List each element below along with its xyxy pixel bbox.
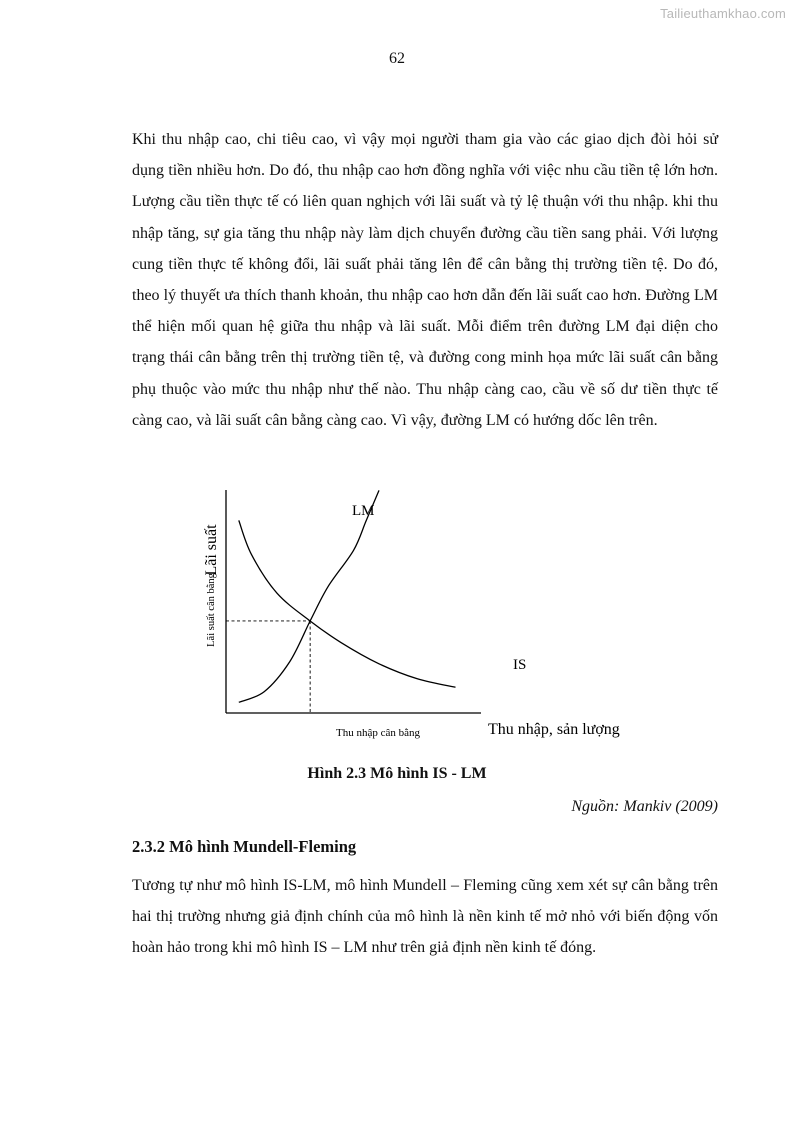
watermark: Tailieuthamkhao.com — [660, 6, 786, 21]
page-number: 62 — [389, 50, 405, 67]
x-equilibrium-label: Thu nhập cân bằng — [336, 727, 420, 739]
is-lm-figure — [196, 484, 646, 744]
lm-curve — [239, 490, 379, 702]
lm-label: LM — [352, 503, 375, 519]
figure-caption: Hình 2.3 Mô hình IS - LM — [307, 765, 487, 782]
y-equilibrium-label: Lãi suất cân bằng — [206, 573, 217, 647]
body-paragraph: Khi thu nhập cao, chi tiêu cao, vì vậy mọi người tham gia vào các giao dịch đòi hỏi sử dụng tiền nhiều hơn. Do đó, thu nhập cao hơn đồng nghĩa với việc nhu cầu tiền tệ lớn hơn. Lượng cầu tiền thực tế có liên quan nghịch với lãi suất và tỷ lệ thuận với thu nhập. khi thu nhập tăng, sự gia tăng thu nhập này làm dịch chuyển đường cầu tiền sang phải. Với lượng cung tiền thực tế không đổi, lãi suất phải tăng lên để cân bằng thị trường tiền tệ. Do đó, theo lý thuyết ưa thích thanh khoản, thu nhập cao hơn dẫn đến lãi suất cao hơn. Đường LM thể hiện mối quan hệ giữa thu nhập và lãi suất. Mỗi điểm trên đường LM đại diện cho trạng thái cân bằng trên thị trường tiền tệ, và đường cong minh họa mức lãi suất cân bằng phụ thuộc vào mức thu nhập như thế nào. Thu nhập càng cao, cầu về số dư tiền thực tế càng cao, và lãi suất cân bằng càng cao. Vì vậy, đường LM có hướng dốc lên trên. — [132, 131, 718, 429]
is-label: IS — [513, 657, 527, 673]
section-heading: 2.3.2 Mô hình Mundell-Fleming — [132, 837, 357, 856]
body-paragraph-2: Tương tự như mô hình IS-LM, mô hình Mundell – Fleming cũng xem xét sự cân bằng trên hai thị trường nhưng giả định chính của mô hình là nền kinh tế mở nhỏ với biến động vốn hoàn hảo trong khi mô hình IS – LM như trên giả định nền kinh tế đóng. — [132, 877, 718, 957]
y-axis-label: Lãi suất — [203, 524, 220, 576]
figure-source: Nguồn: Mankiv (2009) — [571, 798, 718, 815]
x-axis-label: Thu nhập, sản lượng — [488, 721, 620, 738]
is-lm-chart — [196, 484, 646, 744]
is-curve — [239, 520, 456, 687]
